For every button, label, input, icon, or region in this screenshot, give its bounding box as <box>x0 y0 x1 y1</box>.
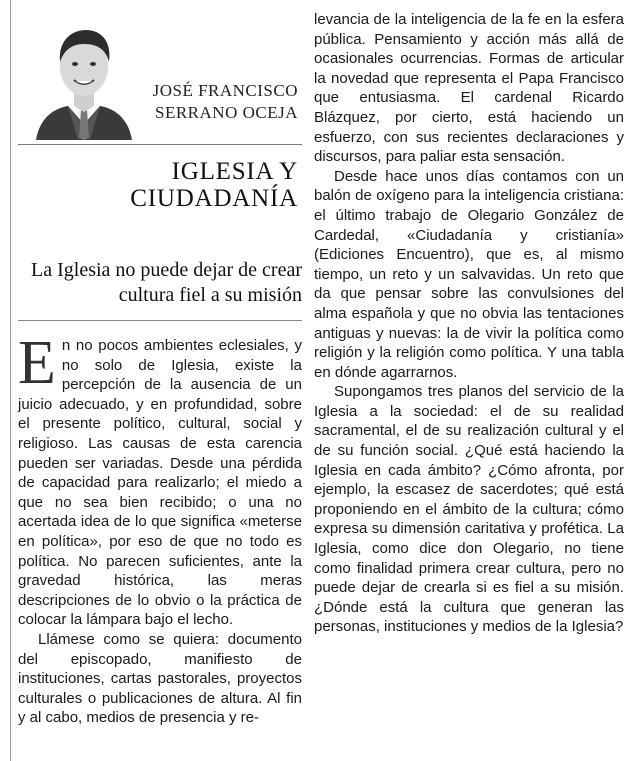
paragraph-1-text: n no pocos ambientes eclesiales, y no solo de Iglesia, existe la percepción de la ausencia de un juicio adecuado, y en profundidad, sobre el presente político, cultural, social y religioso. Las causas de esta carencia pueden ser variadas. Desde una pérdida de capacidad para realizarlo; el miedo a que no sea bien recibido; o una no acertada idea de lo que significa «meterse en política», por eso de que no todo es política. No parecen suficientes, ante la gravedad histórica, las meras descripciones de lo obvio o la práctica de colocar la lámpara bajo el lecho. <box>18 337 302 629</box>
column-title-line1: IGLESIA Y <box>171 158 298 185</box>
column-divider-line <box>10 0 11 761</box>
paragraph-3: levancia de la inteligencia de la fe en la esfera pública. Pensamiento y acción más allá de ocasionales ocurrencias. Formas de articular la novedad que representa el Papa Francisco que entusiasma. El cardenal Ricardo Blázquez, por cierto, está haciendo un esfuerzo, con sus recientes declaraciones y discursos, para paliar esta sensación. <box>314 11 624 166</box>
article-body-left <box>18 329 302 728</box>
column-title <box>38 158 298 212</box>
paragraph-2: Llámese como se quiera: documento del episcopado, manifiesto de instituciones, cartas pastorales, proyectos culturales o publicaciones de altura. Al fin y al cabo, medios de presencia y re- <box>18 630 302 727</box>
column-title-line2: CIUDADANÍA <box>130 185 298 212</box>
author-rule <box>18 144 302 145</box>
author-name-line2: SERRANO OCEJA <box>155 103 298 122</box>
author-block <box>18 10 302 140</box>
author-name-line1: JOSÉ FRANCISCO <box>152 81 298 100</box>
paragraph-5: Supongamos tres planos del servicio de la Iglesia a la sociedad: el de su realidad sacramental, el de su realización cultural y el de su función social. ¿Qué está haciendo la Iglesia en cada ámbito? ¿Cómo afronta, por ejemplo, la escasez de sacerdotes; qué está proponiendo en el ámbito de la cultura; cómo expresa su dimensión caritativa y profética. La Iglesia, como dice don Olegario, no tiene como finalidad primera crear cultura, pero no puede dejar de crearla si es fiel a su misión. ¿Dónde está la cultura que generan las personas, instituciones y medios de la Iglesia? <box>314 383 624 636</box>
paragraph-1 <box>18 329 302 630</box>
paragraph-4: Desde hace unos días contamos con un balón de oxígeno para la inteligencia cristiana: el último trabajo de Olegario González de Cardedal, «Ciudadanía y cristianía» (Ediciones Encuentro), que es, al mismo tiempo, un reto y un salvavidas. Un reto que da que pensar sobre las convulsiones del alma española y que no obvia las tentaciones antiguas y nuevas: la de vivir la política como religión y la religión como política. Y una tabla en dónde agarrarnos. <box>314 167 624 381</box>
left-column <box>18 10 302 727</box>
author-name <box>108 80 298 124</box>
drop-cap: E <box>18 329 56 397</box>
article-body-right <box>314 10 624 637</box>
subtitle-rule <box>18 320 302 321</box>
article-subtitle: La Iglesia no puede dejar de crear cultura fiel a su misión <box>31 259 302 306</box>
